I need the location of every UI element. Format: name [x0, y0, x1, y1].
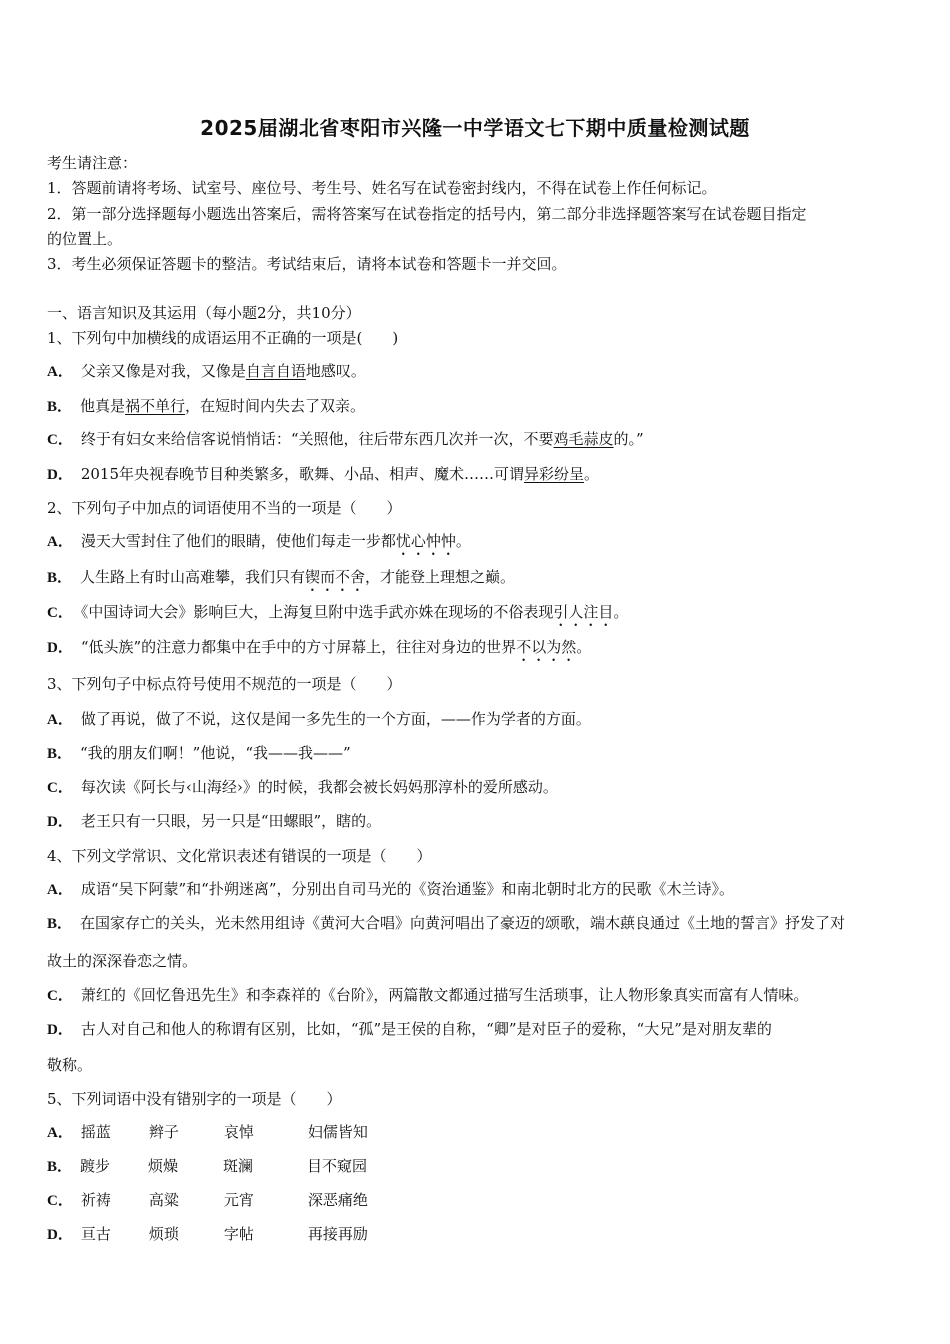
question-stem: 4、下列文学常识、文化常识表述有错误的一项是（ ）	[47, 847, 432, 865]
question-stem: 1、下列句中加横线的成语运用不正确的一项是( )	[47, 329, 399, 347]
question-stem: 5、下列词语中没有错别字的一项是（ ）	[47, 1090, 342, 1108]
option-text: 做了再说，做了不说，这仅是闻一多先生的一个方面，——作为学者的方面。	[80, 710, 591, 728]
question-stem: 3、下列句子中标点符号使用不规范的一项是（ ）	[47, 675, 402, 693]
option-text: “低头族”的注意力都集中在手中的方寸屏幕上，往往对身边的世界	[80, 638, 517, 656]
option-row	[47, 810, 381, 831]
notice-item: 的位置上。	[47, 230, 123, 248]
option-text: 成语“吴下阿蒙”和“扑朔迷离”，分别出自司马光的《资治通鉴》和南北朝时北方的民歌《木兰诗》。	[80, 880, 735, 898]
underlined-idiom: 祸不单行	[125, 397, 186, 415]
option-row	[47, 395, 365, 416]
page-title: 2025届湖北省枣阳市兴隆一中学语文七下期中质量检测试题	[200, 116, 750, 140]
option-label: D．	[47, 640, 73, 656]
option-row	[47, 984, 808, 1005]
notice-item: 2．第一部分选择题每小题选出答案后，需将答案写在试卷指定的括号内，第二部分非选择题答案写在试卷题目指定	[47, 205, 807, 223]
option-continuation: 敬称。	[47, 1056, 93, 1074]
option-label: B．	[47, 570, 73, 586]
option-text: 在国家存亡的关头，光未然用组诗《黄河大合唱》向黄河唱出了豪迈的颂歌，端木蕻良通过《土地的誓言》抒发了对	[80, 914, 846, 932]
word: 妇儒皆知	[307, 1123, 368, 1141]
option-text: 他真是	[80, 397, 126, 415]
option-text: 古人对自己和他人的称谓有区别，比如，“孤”是王侯的自称，“卿”是对臣子的爱称，“大兄”是对朋友辈的	[80, 1020, 772, 1038]
option-row	[47, 360, 366, 381]
option-label: C．	[47, 988, 73, 1004]
section-heading: 一、语言知识及其运用（每小题2分，共10分）	[47, 304, 361, 322]
option-row	[47, 428, 644, 449]
option-row	[47, 463, 599, 484]
option-row	[47, 566, 515, 595]
underlined-idiom: 鸡毛蒜皮	[553, 430, 614, 448]
option-row	[47, 912, 845, 933]
option-label: C．	[47, 432, 73, 448]
option-text: 每次读《阿长与‹山海经›》的时候，我都会被长妈妈那淳朴的爱所感动。	[80, 778, 558, 796]
word: 哀悼	[223, 1123, 254, 1141]
word: 辫子	[148, 1123, 179, 1141]
option-text: 。	[613, 603, 629, 621]
option-text: 。	[576, 638, 592, 656]
word: 斑澜	[223, 1157, 254, 1175]
option-label: A．	[47, 712, 73, 728]
option-text: 漫天大雪封住了他们的眼睛，使他们每走一步都	[80, 532, 396, 550]
word: 元宵	[223, 1191, 254, 1209]
option-text: 的。”	[613, 430, 644, 448]
option-row	[47, 636, 591, 665]
option-text: 老王只有一只眼，另一只是“田螺眼”，瞎的。	[80, 812, 382, 830]
option-label: B．	[47, 916, 73, 932]
option-label: D．	[47, 1227, 73, 1243]
word: 亘古	[80, 1225, 111, 1243]
underlined-idiom: 异彩纷呈	[524, 465, 585, 483]
option-label: D．	[47, 467, 73, 483]
option-row	[47, 1018, 772, 1039]
option-text: ，才能登上理想之巅。	[365, 568, 516, 586]
question-stem: 2、下列句子中加点的词语使用不当的一项是（ ）	[47, 499, 402, 517]
option-text: 人生路上有时山高难攀，我们只有	[80, 568, 306, 586]
underlined-idiom: 自言自语	[245, 362, 306, 380]
option-row	[47, 878, 734, 899]
option-row	[47, 1189, 368, 1210]
notice-item: 1．答题前请将考场、试室号、座位号、考生号、姓名写在试卷密封线内，不得在试卷上作任何标记。	[47, 179, 717, 197]
option-label: A．	[47, 534, 73, 550]
option-continuation: 故土的深深眷恋之情。	[47, 952, 198, 970]
word: 摇蓝	[80, 1123, 111, 1141]
notice-item: 3．考生必须保证答题卡的整洁。考试结束后，请将本试卷和答题卡一并交回。	[47, 255, 567, 273]
dotted-phrase: 引人注目	[553, 603, 614, 621]
word: 字帖	[223, 1225, 254, 1243]
option-text: ，在短时间内失去了双亲。	[185, 397, 366, 415]
dotted-phrase: 忧心忡忡	[395, 532, 456, 550]
option-row	[47, 1121, 368, 1142]
option-text: 。	[584, 465, 600, 483]
option-text: 终于有妇女来给信客说悄悄话：“关照他，往后带东西几次并一次，不要	[80, 430, 554, 448]
option-label: D．	[47, 1022, 73, 1038]
option-row	[47, 1155, 367, 1176]
option-label: A．	[47, 882, 73, 898]
word: 祈祷	[80, 1191, 111, 1209]
option-label: B．	[47, 1159, 73, 1175]
option-row	[47, 742, 351, 763]
option-row	[47, 601, 628, 630]
word: 高粱	[148, 1191, 179, 1209]
notice-heading: 考生请注意：	[47, 154, 138, 172]
option-label: C．	[47, 780, 73, 796]
option-label: B．	[47, 399, 73, 415]
option-text: 地感叹。	[305, 362, 366, 380]
option-label: A．	[47, 364, 73, 380]
word: 深恶痛绝	[307, 1191, 368, 1209]
option-label: C．	[47, 1193, 73, 1209]
option-label: A．	[47, 1125, 73, 1141]
option-row	[47, 1223, 368, 1244]
option-row	[47, 776, 558, 797]
option-text: 父亲又像是对我，又像是	[80, 362, 246, 380]
word: 踱步	[80, 1157, 111, 1175]
option-label: B．	[47, 746, 73, 762]
option-text: 。	[455, 532, 471, 550]
option-label: D．	[47, 814, 73, 830]
dotted-phrase: 不以为然	[516, 638, 577, 656]
option-text: 《中国诗词大会》影响巨大，上海复旦附中选手武亦姝在现场的不俗表现	[80, 603, 554, 621]
option-label: C．	[47, 605, 73, 621]
option-text: “我的朋友们啊！”他说，“我——我——”	[80, 744, 351, 762]
word: 再接再励	[307, 1225, 368, 1243]
option-text: 2015年央视春晚节目种类繁多，歌舞、小品、相声、魔术……可谓	[80, 465, 525, 483]
option-row	[47, 708, 591, 729]
dotted-phrase: 锲而不舍	[305, 568, 366, 586]
word: 烦燥	[148, 1157, 179, 1175]
option-text: 萧红的《回忆鲁迅先生》和李森祥的《台阶》，两篇散文都通过描写生活琐事，让人物形象真实而富有人情味。	[80, 986, 809, 1004]
option-row	[47, 530, 471, 559]
word: 烦琐	[148, 1225, 179, 1243]
word: 目不窥园	[307, 1157, 368, 1175]
